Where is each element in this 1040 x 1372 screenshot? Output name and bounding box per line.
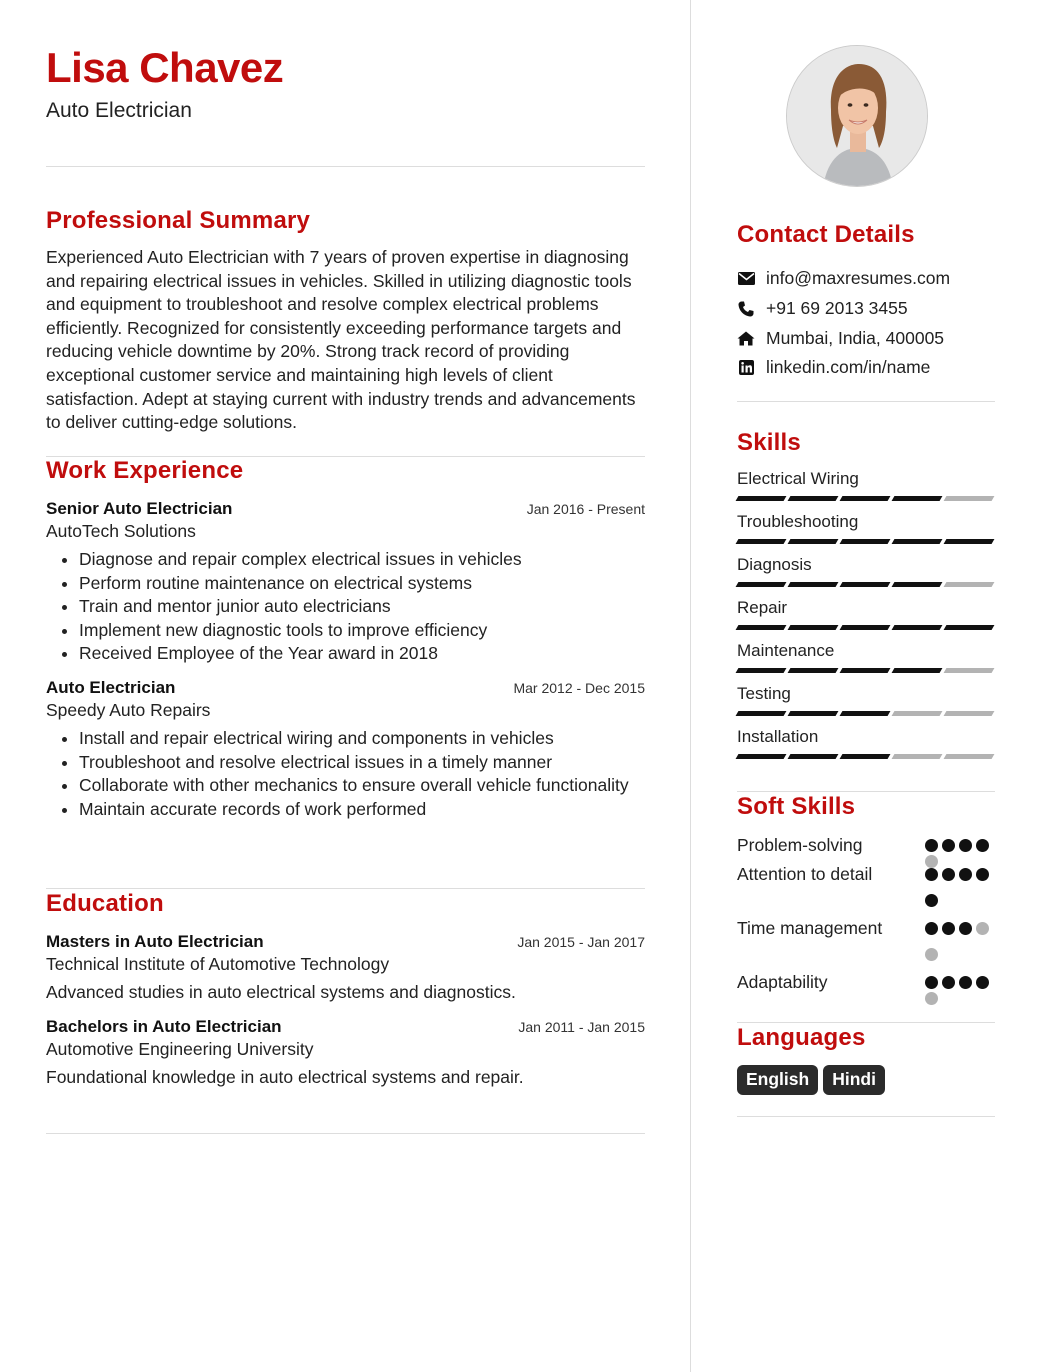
soft-skill-item (737, 862, 995, 916)
phone-icon (737, 300, 755, 318)
rating-dot (925, 894, 938, 907)
languages-heading: Languages (737, 1024, 866, 1051)
skill-bar-segment (788, 539, 839, 544)
job-bullet: Implement new diagnostic tools to improve efficiency (46, 619, 645, 643)
job-date: Mar 2012 - Dec 2015 (513, 679, 645, 696)
rating-dot (976, 922, 989, 935)
contact-divider (737, 401, 995, 402)
skill-bar-segment (736, 711, 787, 716)
job-bullet: Troubleshoot and resolve electrical issues in a timely manner (46, 751, 645, 775)
skill-item (737, 684, 993, 716)
rating-dot (942, 922, 955, 935)
skill-level-bar (737, 496, 993, 501)
skill-bar-segment (788, 625, 839, 630)
skills-divider (737, 791, 995, 792)
skill-level-bar (737, 539, 993, 544)
rating-dot (942, 839, 955, 852)
rating-dot (976, 976, 989, 989)
languages-list (737, 1065, 995, 1095)
contact-phone (737, 294, 995, 324)
education-heading: Education (46, 890, 164, 917)
school-name: Automotive Engineering University (46, 1038, 314, 1059)
skill-bar-segment (944, 754, 995, 759)
skill-bar-segment (944, 625, 995, 630)
skill-bar-segment (788, 582, 839, 587)
rating-dot (925, 922, 938, 935)
skill-bar-segment (892, 582, 943, 587)
language-tag: Hindi (823, 1065, 885, 1095)
skill-bar-segment (892, 711, 943, 716)
rating-dot (959, 922, 972, 935)
profile-photo (786, 45, 928, 187)
education-desc: Advanced studies in auto electrical systems and diagnostics. (46, 982, 516, 1002)
skill-bar-segment (944, 582, 995, 587)
contact-email (737, 264, 995, 294)
skill-bar-segment (840, 711, 891, 716)
skill-bar-segment (788, 496, 839, 501)
skill-bar-segment (736, 539, 787, 544)
skill-name: Installation (737, 727, 819, 746)
soft-skill-name: Adaptability (737, 972, 828, 992)
soft-skills-section (737, 793, 995, 994)
job-title: Auto Electrician (46, 677, 176, 697)
education-entry (46, 1017, 645, 1090)
education-date: Jan 2015 - Jan 2017 (517, 934, 645, 950)
skill-level-bar (737, 625, 993, 630)
skill-bar-segment (892, 668, 943, 673)
header-divider (46, 166, 645, 167)
skill-bar-segment (788, 668, 839, 673)
skill-bar-segment (840, 539, 891, 544)
contact-heading: Contact Details (737, 221, 915, 248)
skill-bar-segment (944, 496, 995, 501)
skill-item (737, 641, 993, 673)
degree-title: Masters in Auto Electrician (46, 932, 264, 951)
job-title: Senior Auto Electrician (46, 499, 233, 518)
contact-address (737, 323, 995, 353)
rating-dot (925, 976, 938, 989)
skill-level-bar (737, 754, 993, 759)
skill-bar-segment (944, 668, 995, 673)
skill-bar-segment (892, 539, 943, 544)
soft-skills-heading: Soft Skills (737, 793, 856, 820)
experience-heading: Work Experience (46, 457, 244, 484)
rating-dot (942, 868, 955, 881)
summary-section (46, 207, 645, 435)
experience-section (46, 457, 645, 821)
skill-bar-segment (944, 539, 995, 544)
skill-item (737, 727, 993, 759)
job-bullet: Train and mentor junior auto electricians (46, 595, 645, 619)
home-icon (737, 329, 755, 347)
skill-bar-segment (788, 754, 839, 759)
rating-dot (925, 868, 938, 881)
skill-bar-segment (736, 668, 787, 673)
summary-heading: Professional Summary (46, 207, 311, 234)
education-date: Jan 2011 - Jan 2015 (518, 1018, 645, 1035)
skill-bar-segment (840, 496, 891, 501)
job-bullet: Received Employee of the Year award in 2018 (46, 642, 645, 666)
skill-name: Electrical Wiring (737, 469, 859, 488)
skill-bar-segment (840, 582, 891, 587)
education-divider (46, 1133, 645, 1134)
soft-skill-name: Attention to detail (737, 864, 873, 884)
rating-dot (925, 948, 938, 961)
education-entry (46, 932, 645, 1005)
skill-bar-segment (736, 496, 787, 501)
rating-dot (942, 976, 955, 989)
job-bullet: Collaborate with other mechanics to ensure overall vehicle functionality (46, 774, 645, 798)
envelope-icon (737, 270, 755, 288)
soft-skill-rating (925, 916, 995, 970)
skill-item (737, 469, 993, 501)
contact-section (737, 221, 995, 383)
skill-bar-segment (892, 496, 943, 501)
skill-level-bar (737, 668, 993, 673)
skill-bar-segment (892, 754, 943, 759)
school-name: Technical Institute of Automotive Technology (46, 954, 390, 974)
skill-name: Maintenance (737, 641, 835, 660)
job-bullet: Install and repair electrical wiring and components in vehicles (46, 727, 645, 751)
skill-name: Diagnosis (737, 555, 812, 574)
contact-linkedin (737, 353, 995, 383)
job-entry (46, 678, 645, 821)
skill-bar-segment (840, 668, 891, 673)
skill-bar-segment (944, 711, 995, 716)
skill-item (737, 555, 993, 587)
skill-bar-segment (736, 582, 787, 587)
soft-skill-name: Time management (737, 918, 883, 938)
skills-heading: Skills (737, 429, 801, 456)
degree-title: Bachelors in Auto Electrician (46, 1016, 282, 1036)
languages-section (737, 1024, 995, 1095)
rating-dot (959, 839, 972, 852)
soft-skill-item (737, 970, 995, 994)
skill-name: Repair (737, 598, 788, 617)
job-company: AutoTech Solutions (46, 521, 196, 541)
job-bullets (46, 548, 645, 666)
rating-dot (925, 839, 938, 852)
skill-bar-segment (840, 754, 891, 759)
skills-section (737, 429, 993, 759)
soft-skill-rating (925, 970, 995, 994)
candidate-title: Auto Electrician (46, 99, 192, 122)
rating-dot (925, 992, 938, 1005)
skill-name: Testing (737, 684, 791, 703)
skill-bar-segment (892, 625, 943, 630)
summary-text: Experienced Auto Electrician with 7 years of proven expertise in diagnosing and repairing electrical issues in vehicles. Skilled in utilizing diagnostic tools and equipment to troubleshoot and resolve complex electrical problems efficiently. Recognized for consistently exceeding performance targets and reducing vehicle downtime by 20%. Strong track record of providing exceptional customer service and maintaining high levels of client satisfaction. Adept at staying current with industry trends and advancements to deliver cutting-edge solutions. (46, 247, 636, 433)
rating-dot (976, 868, 989, 881)
skills-list (737, 469, 993, 759)
skill-bar-segment (736, 754, 787, 759)
education-desc: Foundational knowledge in auto electrical systems and repair. (46, 1066, 524, 1087)
contact-phone-text: +91 69 2013 3455 (766, 298, 908, 319)
job-bullet: Diagnose and repair complex electrical issues in vehicles (46, 548, 645, 572)
languages-divider (737, 1116, 995, 1117)
column-divider (690, 0, 691, 1372)
skill-name: Troubleshooting (737, 512, 859, 531)
skill-bar-segment (788, 711, 839, 716)
job-bullet: Perform routine maintenance on electrical systems (46, 572, 645, 596)
skill-item (737, 598, 993, 630)
contact-address-text: Mumbai, India, 400005 (766, 327, 945, 348)
skill-level-bar (737, 582, 993, 587)
education-section (46, 890, 645, 1089)
rating-dot (959, 976, 972, 989)
soft-skill-item (737, 833, 995, 862)
job-bullets (46, 727, 645, 821)
experience-divider (46, 888, 645, 889)
job-bullet: Maintain accurate records of work performed (46, 798, 645, 822)
job-company: Speedy Auto Repairs (46, 699, 211, 720)
soft-skills-divider (737, 1022, 995, 1023)
soft-skill-rating (925, 833, 995, 862)
rating-dot (959, 868, 972, 881)
skill-level-bar (737, 711, 993, 716)
contact-linkedin-text[interactable]: linkedin.com/in/name (766, 357, 931, 378)
soft-skill-item (737, 916, 995, 970)
rating-dot (976, 839, 989, 852)
contact-email-text[interactable]: info@maxresumes.com (766, 268, 951, 289)
language-tag: English (737, 1065, 818, 1095)
candidate-name: Lisa Chavez (46, 44, 284, 91)
linkedin-icon (737, 359, 755, 377)
skill-item (737, 512, 993, 544)
soft-skill-rating (925, 862, 995, 916)
soft-skill-name: Problem-solving (737, 835, 863, 855)
job-entry (46, 499, 645, 666)
soft-skills-list (737, 833, 995, 994)
skill-bar-segment (840, 625, 891, 630)
job-date: Jan 2016 - Present (526, 501, 645, 517)
skill-bar-segment (736, 625, 787, 630)
